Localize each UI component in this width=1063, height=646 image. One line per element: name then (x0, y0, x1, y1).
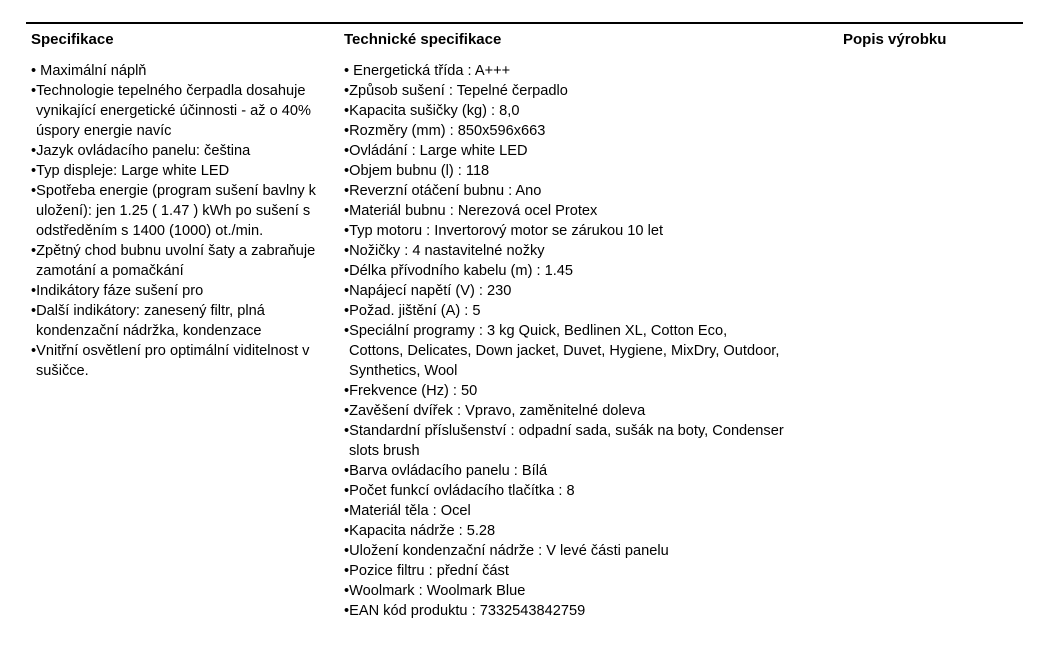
list-item: •Rozměry (mm) : 850x596x663 (344, 123, 546, 139)
spec-list (31, 61, 331, 381)
list-item: •Materiál bubnu : Nerezová ocel Protex (344, 203, 598, 219)
product-description-column (843, 31, 1023, 49)
list-item: •Spotřeba energie (program sušení bavlny k uložení): jen 1.25 ( 1.47 ) kWh po sušení s odstředěním s 1400 (1000) ot./min. (31, 183, 316, 239)
list-item: •Technologie tepelného čerpadla dosahuje vynikající energetické účinnosti - až o 40% úspory energie navíc (31, 83, 311, 139)
list-item: •Požad. jištění (A) : 5 (344, 303, 481, 319)
product-description-heading: Popis výrobku (843, 31, 947, 48)
list-item: •Uložení kondenzační nádrže : V levé části panelu (344, 543, 669, 559)
list-item: •Kapacita sušičky (kg) : 8,0 (344, 103, 520, 119)
list-item: •Vnitřní osvětlení pro optimální viditelnost v sušičce. (31, 343, 310, 379)
list-item: •Typ motoru : Invertorový motor se zárukou 10 let (344, 223, 664, 239)
spec-column (31, 31, 331, 381)
list-item: •Způsob sušení : Tepelné čerpadlo (344, 83, 568, 99)
list-item: •Kapacita nádrže : 5.28 (344, 523, 496, 539)
list-item: •Frekvence (Hz) : 50 (344, 383, 478, 399)
list-item: •Indikátory fáze sušení pro (31, 283, 204, 299)
list-item: •Počet funkcí ovládacího tlačítka : 8 (344, 483, 575, 499)
tech-spec-heading: Technické specifikace (344, 31, 502, 48)
list-item: •Ovládání : Large white LED (344, 143, 528, 159)
list-item: •Objem bubnu (l) : 118 (344, 163, 490, 179)
spec-heading: Specifikace (31, 31, 114, 48)
list-item: •Další indikátory: zanesený filtr, plná kondenzační nádržka, kondenzace (31, 303, 265, 339)
list-item: •Délka přívodního kabelu (m) : 1.45 (344, 263, 573, 279)
list-item: •Reverzní otáčení bubnu : Ano (344, 183, 542, 199)
list-item: •Zavěšení dvířek : Vpravo, zaměnitelné doleva (344, 403, 646, 419)
list-item: •Materiál těla : Ocel (344, 503, 471, 519)
list-item: •EAN kód produktu : 7332543842759 (344, 603, 586, 619)
list-item: •Barva ovládacího panelu : Bílá (344, 463, 548, 479)
list-item: •Typ displeje: Large white LED (31, 163, 230, 179)
list-item: • Energetická třída : A+++ (344, 63, 511, 79)
list-item: •Woolmark : Woolmark Blue (344, 583, 526, 599)
tech-spec-column (344, 31, 784, 621)
list-item: •Standardní příslušenství : odpadní sada, sušák na boty, Condenser slots brush (344, 423, 784, 459)
list-item: •Nožičky : 4 nastavitelné nožky (344, 243, 545, 259)
list-item: • Maximální náplň (31, 63, 147, 79)
list-item: •Pozice filtru : přední část (344, 563, 509, 579)
list-item: •Napájecí napětí (V) : 230 (344, 283, 512, 299)
list-item: •Zpětný chod bubnu uvolní šaty a zabraňuje zamotání a pomačkání (31, 243, 316, 279)
list-item: •Speciální programy : 3 kg Quick, Bedlinen XL, Cotton Eco, Cottons, Delicates, Down jacket, Duvet, Hygiene, MixDry, Outdoor, Synthetics, Wool (344, 323, 780, 379)
list-item: •Jazyk ovládacího panelu: čeština (31, 143, 251, 159)
tech-spec-list (344, 61, 784, 621)
top-rule (26, 22, 1023, 24)
